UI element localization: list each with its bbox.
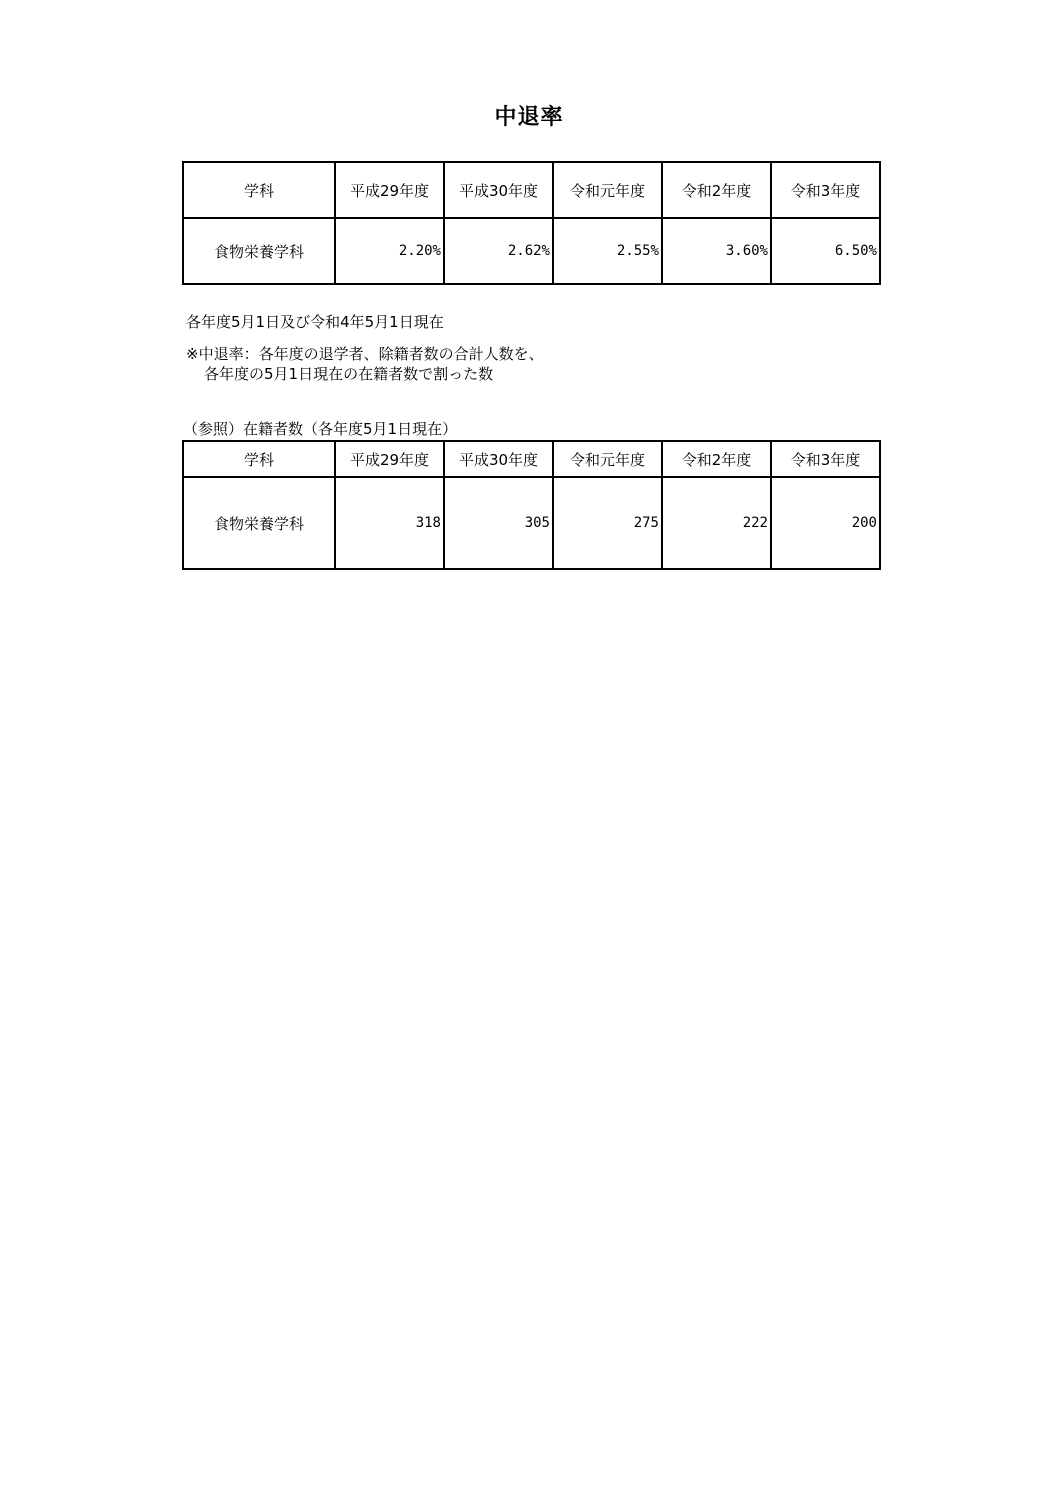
enrollment-cell-r2: 222 (662, 477, 771, 569)
column-header-h30: 平成30年度 (444, 441, 553, 477)
rate-cell-h29: 2.20% (335, 218, 444, 284)
rate-cell-r2: 3.60% (662, 218, 771, 284)
rate-cell-r3: 6.50% (771, 218, 880, 284)
table-row (183, 477, 880, 569)
definition-note-line-2: 各年度の5月1日現在の在籍者数で割った数 (204, 365, 494, 383)
table-row (183, 218, 880, 284)
column-header-h30: 平成30年度 (444, 162, 553, 218)
column-header-r3: 令和3年度 (771, 162, 880, 218)
department-cell: 食物栄養学科 (183, 218, 335, 284)
column-header-h29: 平成29年度 (335, 162, 444, 218)
enrollment-cell-h29: 318 (335, 477, 444, 569)
enrollment-cell-h30: 305 (444, 477, 553, 569)
column-header-department: 学科 (183, 441, 335, 477)
as-of-note: 各年度5月1日及び令和4年5月1日現在 (186, 313, 444, 331)
enrollment-cell-r1: 275 (553, 477, 662, 569)
enrollment-cell-r3: 200 (771, 477, 880, 569)
column-header-r2: 令和2年度 (662, 162, 771, 218)
dropout-rate-table (182, 161, 881, 285)
enrollment-caption: （参照）在籍者数（各年度5月1日現在） (183, 420, 458, 438)
page-title: 中退率 (494, 105, 564, 130)
rate-cell-h30: 2.62% (444, 218, 553, 284)
department-cell: 食物栄養学科 (183, 477, 335, 569)
column-header-h29: 平成29年度 (335, 441, 444, 477)
table-header-row (183, 441, 880, 477)
column-header-r1: 令和元年度 (553, 162, 662, 218)
column-header-department: 学科 (183, 162, 335, 218)
column-header-r3: 令和3年度 (771, 441, 880, 477)
column-header-r2: 令和2年度 (662, 441, 771, 477)
rate-cell-r1: 2.55% (553, 218, 662, 284)
enrollment-table (182, 440, 881, 570)
definition-note-line-1: ※中退率：各年度の退学者、除籍者数の合計人数を、 (186, 345, 544, 363)
column-header-r1: 令和元年度 (553, 441, 662, 477)
table-header-row (183, 162, 880, 218)
